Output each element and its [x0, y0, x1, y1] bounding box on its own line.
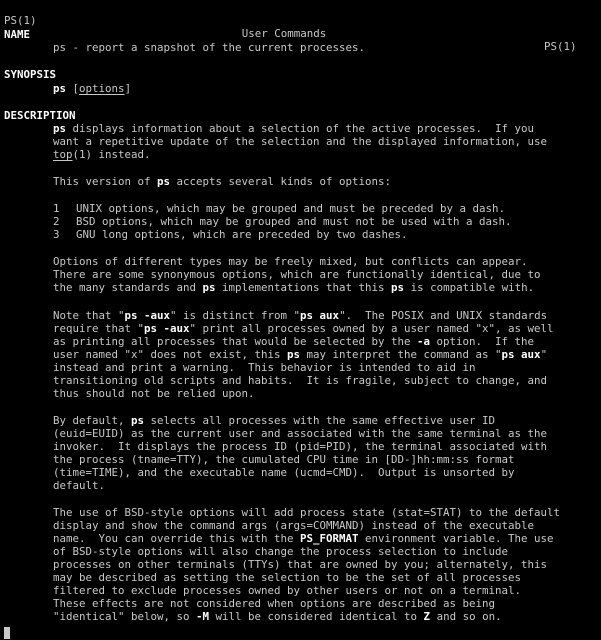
desc-p5-line: invoker. It displays the process ID (pid=PID), the terminal associated with [53, 440, 548, 453]
desc-p5-line: default. [53, 479, 106, 492]
desc-p6-line: of BSD-style options will also change the process selection to include [53, 545, 509, 558]
synopsis-options: options [79, 82, 125, 95]
desc-p5-line: the process (tname=TTY), the cumulated CPU time in [DD-]hh:mm:ss format [53, 453, 515, 466]
desc-p5-line: By default, ps selects all processes with the same effective user ID [53, 414, 496, 427]
desc-p5-line: (time=TIME), and the executable name (ucmd=CMD). Output is unsorted by [53, 466, 515, 479]
name-text: ps - report a snapshot of the current processes. [53, 41, 366, 54]
desc-p6-line: The use of BSD-style options will add process state (stat=STAT) to the default [53, 506, 561, 519]
header-left: PS(1) [4, 14, 37, 27]
desc-p1-line: want a repetitive update of the selection and the displayed information, use [53, 135, 548, 148]
desc-p6-line: These effects are not considered when options are described as being [53, 597, 496, 610]
desc-p6-line: processes on other terminals (TTYs) that are owned by you; alternately, this [53, 558, 548, 571]
desc-p6-line: "identical" below, so -M will be considered identical to Z and so on. [53, 610, 502, 623]
desc-p3-line: the many standards and ps implementations that this ps is compatible with. [53, 281, 535, 294]
option-list-item: 1 UNIX options, which may be grouped and must be preceded by a dash. [53, 202, 506, 215]
desc-p6-line: name. You can override this with the PS_FORMAT environment variable. The use [53, 532, 554, 545]
desc-p3-line: Options of different types may be freely mixed, but conflicts can appear. [53, 255, 528, 268]
desc-p4-line: as printing all processes that would be selected by the -a option. If the [53, 335, 535, 348]
desc-p1-line: ps displays information about a selection of the active processes. If you [53, 122, 535, 135]
desc-p6-line: display and show the command args (args=COMMAND) instead of the executable [53, 519, 535, 532]
desc-p5-line: (euid=EUID) as the current user and associated with the same terminal as the [53, 427, 548, 440]
synopsis-line: ps [options] [53, 82, 132, 95]
desc-p4-line: user named "x" does not exist, this ps may interpret the command as "ps aux" [53, 348, 548, 361]
desc-p4-line: thus should not be relied upon. [53, 387, 255, 400]
section-heading-synopsis: SYNOPSIS [4, 68, 57, 81]
desc-p3-line: There are some synonymous options, which are functionally identical, due to [53, 268, 541, 281]
desc-p4-line: transitioning old scripts and habits. It is fragile, subject to change, and [53, 374, 548, 387]
header-right: PS(1) [544, 40, 577, 53]
desc-p1-line: top(1) instead. [53, 148, 151, 161]
terminal-cursor [4, 627, 10, 639]
desc-p2-line: This version of ps accepts several kinds of options: [53, 175, 392, 188]
desc-p6-line: may be described as setting the selection to be the set of all processes [53, 571, 522, 584]
section-heading-name: NAME [4, 28, 31, 41]
desc-p4-line: require that "ps -aux" print all processes owned by a user named "x", as well [53, 322, 554, 335]
top-link: top [53, 148, 73, 161]
desc-p6-line: filtered to exclude processes owned by other users or not on a terminal. [53, 584, 522, 597]
desc-p4-line: Note that "ps -aux" is distinct from "ps aux". The POSIX and UNIX standards [53, 309, 548, 322]
option-list-item: 3 GNU long options, which are preceded by two dashes. [53, 228, 408, 241]
option-list-item: 2 BSD options, which may be grouped and must not be used with a dash. [53, 215, 512, 228]
desc-p4-line: instead and print a warning. This behavior is intended to aid in [53, 361, 476, 374]
section-heading-description: DESCRIPTION [4, 109, 76, 122]
header-title: User Commands [241, 27, 327, 40]
